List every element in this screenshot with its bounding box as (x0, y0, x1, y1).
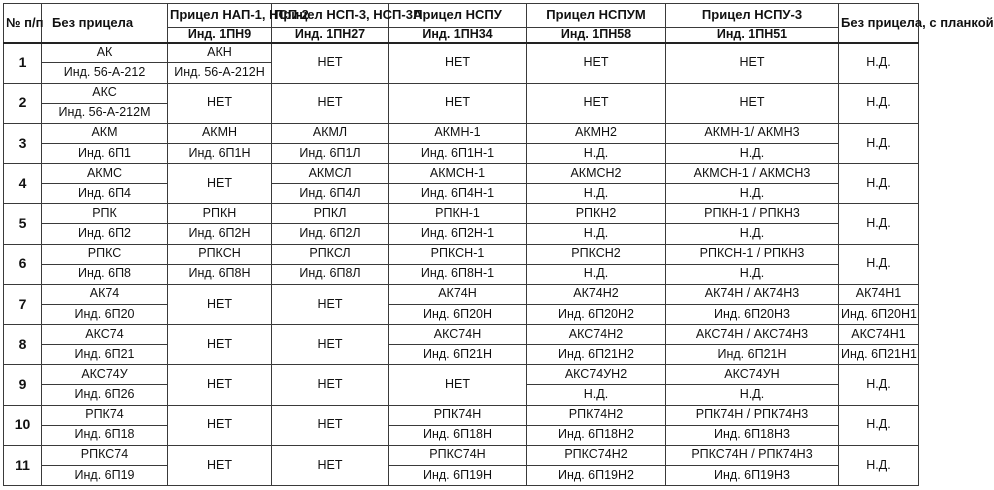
cell-d-name: РПКСН-1 (389, 244, 527, 264)
model-index: Инд. 6П2 (42, 224, 168, 244)
table-row (4, 224, 919, 244)
table-row (4, 304, 919, 324)
cell-e-index: Н.Д. (527, 224, 666, 244)
table-row (4, 123, 919, 143)
header-nspu3-code: Инд. 1ПН51 (666, 28, 839, 43)
cell-e-name: РПКН2 (527, 204, 666, 224)
cell-f-index: Н.Д. (666, 385, 839, 405)
table-row (4, 365, 919, 385)
cell-e-index: Инд. 6П21Н2 (527, 345, 666, 365)
cell-b-index: Инд. 6П2Н (168, 224, 272, 244)
cell-f-name: РПК74Н / РПК74Н3 (666, 405, 839, 425)
cell-b: НЕТ (168, 164, 272, 204)
cell-e-name: АКМН2 (527, 123, 666, 143)
rifle-sight-table (3, 3, 994, 486)
cell-e-name: АК74Н2 (527, 284, 666, 304)
table-row (4, 425, 919, 445)
cell-e-name: АКМСН2 (527, 164, 666, 184)
cell-d-index: Инд. 6П18Н (389, 425, 527, 445)
table-row (4, 445, 919, 465)
cell-f-index: Инд. 6П20Н3 (666, 304, 839, 324)
model-index: Инд. 6П20 (42, 304, 168, 324)
cell-b: НЕТ (168, 325, 272, 365)
table-row (4, 325, 919, 345)
cell-f-name: АКС74Н / АКС74Н3 (666, 325, 839, 345)
cell-f-name: АК74Н / АК74Н3 (666, 284, 839, 304)
model-name: АК74 (42, 284, 168, 304)
cell-g-index: Инд. 6П21Н1 (839, 345, 919, 365)
cell-f-name: РПКСН-1 / РПКН3 (666, 244, 839, 264)
cell-f-name: РПКН-1 / РПКН3 (666, 204, 839, 224)
cell-b-index: Инд. 6П8Н (168, 264, 272, 284)
cell-g: Н.Д. (839, 405, 919, 445)
cell-d-index: Инд. 6П4Н-1 (389, 184, 527, 204)
cell-b-name: РПКН (168, 204, 272, 224)
cell-c: НЕТ (272, 365, 389, 405)
cell-d-index: Инд. 6П21Н (389, 345, 527, 365)
cell-e-index: Н.Д. (527, 143, 666, 163)
cell-c: НЕТ (272, 325, 389, 365)
table-row (4, 184, 919, 204)
model-index: Инд. 6П21 (42, 345, 168, 365)
model-name: АКМС (42, 164, 168, 184)
cell-f-name: АКМСН-1 / АКМСН3 (666, 164, 839, 184)
cell-d-index: Инд. 6П20Н (389, 304, 527, 324)
cell-e-index: Н.Д. (527, 264, 666, 284)
cell-d-index: Инд. 6П1Н-1 (389, 143, 527, 163)
cell-c-name: АКМЛ (272, 123, 389, 143)
model-index: Инд. 6П1 (42, 143, 168, 163)
model-index: Инд. 6П19 (42, 465, 168, 485)
cell-b-index: Инд. 6П1Н (168, 143, 272, 163)
cell-f-name: АКС74УН (666, 365, 839, 385)
cell-g: Н.Д. (839, 43, 919, 83)
cell-b: НЕТ (168, 284, 272, 324)
table-row (4, 405, 919, 425)
table-row (4, 143, 919, 163)
header-nsp3: Прицел НСП-3, НСП-3А (272, 4, 389, 28)
table-row (4, 244, 919, 264)
cell-f-name: РПКС74Н / РПК74Н3 (666, 445, 839, 465)
cell-c-name: АКМСЛ (272, 164, 389, 184)
cell-c-name: РПКСЛ (272, 244, 389, 264)
table-body (4, 43, 919, 486)
cell-d-name: РПКС74Н (389, 445, 527, 465)
cell-g: Н.Д. (839, 83, 919, 123)
cell-d-name: АКМН-1 (389, 123, 527, 143)
cell-c: НЕТ (272, 445, 389, 485)
table-row (4, 43, 919, 63)
cell-c-index: Инд. 6П1Л (272, 143, 389, 163)
model-name: РПКС (42, 244, 168, 264)
row-number: 10 (4, 405, 42, 445)
model-index: Инд. 6П26 (42, 385, 168, 405)
row-number: 1 (4, 43, 42, 83)
cell-f-name: АКМН-1/ АКМН3 (666, 123, 839, 143)
header-nap: Прицел НАП-1, НСП-2 (168, 4, 272, 28)
cell-b: НЕТ (168, 365, 272, 405)
cell-c: НЕТ (272, 83, 389, 123)
cell-g-name: АК74Н1 (839, 284, 919, 304)
cell-c-name: РПКЛ (272, 204, 389, 224)
header-nspum: Прицел НСПУМ (527, 4, 666, 28)
cell-e: НЕТ (527, 83, 666, 123)
cell-g-index: Инд. 6П20Н1 (839, 304, 919, 324)
cell-d-name: РПК74Н (389, 405, 527, 425)
row-number: 6 (4, 244, 42, 284)
table-row (4, 345, 919, 365)
cell-e-index: Инд. 6П19Н2 (527, 465, 666, 485)
cell-g: Н.Д. (839, 445, 919, 485)
cell-d: НЕТ (389, 365, 527, 405)
row-number: 11 (4, 445, 42, 485)
cell-b-index: Инд. 56-А-212Н (168, 63, 272, 83)
cell-d-name: АКС74Н (389, 325, 527, 345)
header-rail: Без прицела, с планкой (839, 4, 919, 43)
cell-g: Н.Д. (839, 123, 919, 163)
cell-e: НЕТ (527, 43, 666, 83)
cell-e-index: Н.Д. (527, 184, 666, 204)
cell-b: НЕТ (168, 405, 272, 445)
header-nspum-code: Инд. 1ПН58 (527, 28, 666, 43)
cell-d-name: АКМСН-1 (389, 164, 527, 184)
header-no-sight: Без прицела (42, 4, 168, 43)
row-number: 5 (4, 204, 42, 244)
cell-e-name: РПКСН2 (527, 244, 666, 264)
header-nspu-code: Инд. 1ПН34 (389, 28, 527, 43)
model-name: РПК (42, 204, 168, 224)
table-row (4, 284, 919, 304)
cell-e-index: Инд. 6П20Н2 (527, 304, 666, 324)
cell-g-name: АКС74Н1 (839, 325, 919, 345)
header-nspu3: Прицел НСПУ-3 (666, 4, 839, 28)
cell-d-name: РПКН-1 (389, 204, 527, 224)
cell-g: Н.Д. (839, 244, 919, 284)
model-name: АКС74 (42, 325, 168, 345)
model-name: АК (42, 43, 168, 63)
header-nap-code: Инд. 1ПН9 (168, 28, 272, 43)
row-number: 9 (4, 365, 42, 405)
table-row (4, 204, 919, 224)
header-nsp3-code: Инд. 1ПН27 (272, 28, 389, 43)
cell-e-index: Инд. 6П18Н2 (527, 425, 666, 445)
cell-b: НЕТ (168, 445, 272, 485)
model-name: РПК74 (42, 405, 168, 425)
cell-g: Н.Д. (839, 204, 919, 244)
model-index: Инд. 6П4 (42, 184, 168, 204)
cell-c-index: Инд. 6П2Л (272, 224, 389, 244)
cell-c-index: Инд. 6П4Л (272, 184, 389, 204)
cell-f-index: Н.Д. (666, 264, 839, 284)
cell-f-index: Н.Д. (666, 184, 839, 204)
row-number: 7 (4, 284, 42, 324)
cell-b-name: АКН (168, 43, 272, 63)
header-num: № п/п (4, 4, 42, 43)
cell-d-index: Инд. 6П19Н (389, 465, 527, 485)
cell-c: НЕТ (272, 284, 389, 324)
model-index: Инд. 6П8 (42, 264, 168, 284)
cell-e-name: АКС74Н2 (527, 325, 666, 345)
cell-b: НЕТ (168, 83, 272, 123)
cell-f-index: Н.Д. (666, 143, 839, 163)
cell-f-index: Инд. 6П18Н3 (666, 425, 839, 445)
model-name: АКС (42, 83, 168, 103)
cell-c-index: Инд. 6П8Л (272, 264, 389, 284)
cell-d-index: Инд. 6П2Н-1 (389, 224, 527, 244)
cell-c: НЕТ (272, 405, 389, 445)
table-row (4, 83, 919, 103)
model-name: АКС74У (42, 365, 168, 385)
row-number: 2 (4, 83, 42, 123)
cell-e-name: РПКС74Н2 (527, 445, 666, 465)
cell-c: НЕТ (272, 43, 389, 83)
cell-f-index: Н.Д. (666, 224, 839, 244)
model-index: Инд. 6П18 (42, 425, 168, 445)
row-number: 3 (4, 123, 42, 163)
cell-e-index: Н.Д. (527, 385, 666, 405)
cell-d: НЕТ (389, 83, 527, 123)
cell-f-index: Инд. 6П21Н (666, 345, 839, 365)
cell-e-name: АКС74УН2 (527, 365, 666, 385)
cell-d: НЕТ (389, 43, 527, 83)
model-index: Инд. 56-А-212 (42, 63, 168, 83)
model-index: Инд. 56-А-212М (42, 103, 168, 123)
header-nspu: Прицел НСПУ (389, 4, 527, 28)
cell-b-name: АКМН (168, 123, 272, 143)
table-row (4, 164, 919, 184)
cell-g: Н.Д. (839, 365, 919, 405)
cell-d-name: АК74Н (389, 284, 527, 304)
cell-f: НЕТ (666, 43, 839, 83)
row-number: 4 (4, 164, 42, 204)
cell-g: Н.Д. (839, 164, 919, 204)
cell-e-name: РПК74Н2 (527, 405, 666, 425)
table-row (4, 264, 919, 284)
model-name: РПКС74 (42, 445, 168, 465)
cell-b-name: РПКСН (168, 244, 272, 264)
table-row (4, 465, 919, 485)
cell-d-index: Инд. 6П8Н-1 (389, 264, 527, 284)
cell-f-index: Инд. 6П19Н3 (666, 465, 839, 485)
model-name: АКМ (42, 123, 168, 143)
cell-f: НЕТ (666, 83, 839, 123)
row-number: 8 (4, 325, 42, 365)
